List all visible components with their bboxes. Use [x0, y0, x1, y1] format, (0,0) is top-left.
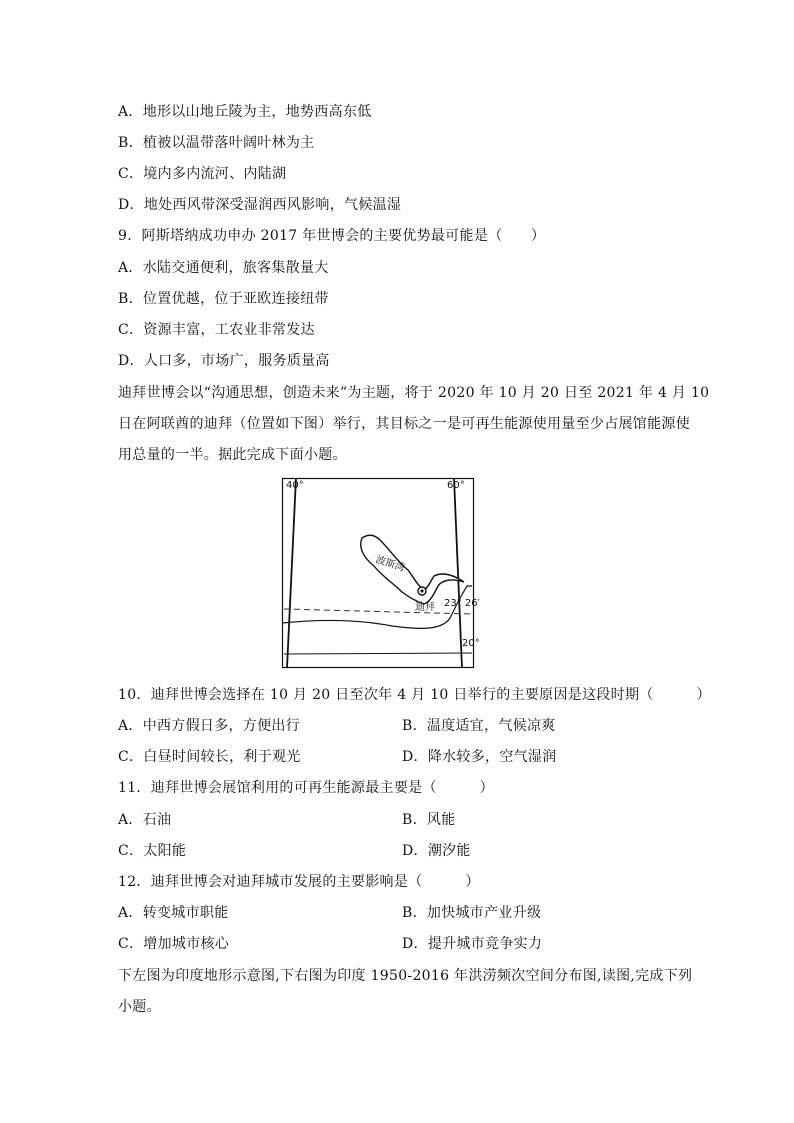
label-dubai: 迪拜 — [415, 602, 435, 613]
q10-option-c: C．白昼时间较长，利于观光 — [118, 749, 301, 765]
q12-option-b: B．加快城市产业升级 — [402, 905, 542, 921]
outro-line-1: 下左图为印度地形示意图,下右图为印度 1950-2016 年洪涝频次空间分布图,读图,完成下列 — [118, 968, 693, 984]
q10-option-a: A．中西方假日多，方便出行 — [118, 718, 301, 734]
q8-option-d: D．地处西风带深受湿润西风影响，气候温湿 — [118, 197, 402, 213]
q9-option-d: D．人口多，市场广，服务质量高 — [118, 353, 330, 369]
q11-option-b: B．风能 — [402, 812, 456, 828]
label-lon-60: 60° — [447, 480, 465, 491]
q11-stem: 11．迪拜世博会展馆利用的可再生能源最主要是（ ） — [118, 780, 494, 796]
q8-option-a: A．地形以山地丘陵为主，地势西高东低 — [118, 104, 372, 120]
q12-option-d: D．提升城市竞争实力 — [402, 936, 543, 952]
q8-option-c: C．境内多内流河、内陆湖 — [118, 166, 287, 182]
dubai-location-map — [282, 478, 480, 668]
q8-option-b: B．植被以温带落叶阔叶林为主 — [118, 135, 315, 151]
q9-stem: 9．阿斯塔纳成功申办 2017 年世博会的主要优势最可能是（ ） — [118, 228, 546, 244]
q11-option-d: D．潮汐能 — [402, 843, 471, 859]
q10-stem: 10．迪拜世博会选择在 10 月 20 日至次年 4 月 10 日举行的主要原因是这段时期（ ） — [118, 687, 711, 703]
q11-option-a: A．石油 — [118, 812, 172, 828]
label-lon-40: 40° — [286, 480, 304, 491]
q12-option-c: C．增加城市核心 — [118, 936, 230, 952]
intro-line-2: 日在阿联酋的迪拜（位置如下图）举行，其目标之一是可再生能源使用量至少占展馆能源使 — [118, 416, 690, 432]
label-tropic-lat: 23° 26′ — [444, 598, 480, 609]
label-persian-gulf: 波斯湾 — [374, 554, 407, 575]
intro-line-1: 迪拜世博会以“沟通思想，创造未来”为主题，将于 2020 年 10 月 20 日至 2021 年 4 月 10 — [118, 385, 710, 401]
q10-option-b: B．温度适宜，气候凉爽 — [402, 718, 556, 734]
q10-option-d: D．降水较多，空气湿润 — [402, 749, 557, 765]
q9-option-b: B．位置优越，位于亚欧连接纽带 — [118, 291, 329, 307]
label-lat-20: 20° — [462, 638, 480, 649]
q12-stem: 12．迪拜世博会对迪拜城市发展的主要影响是（ ） — [118, 874, 480, 890]
outro-line-2: 小题。 — [118, 999, 161, 1015]
q11-option-c: C．太阳能 — [118, 843, 187, 859]
q12-option-a: A．转变城市职能 — [118, 905, 229, 921]
q9-option-a: A．水陆交通便利，旅客集散量大 — [118, 260, 329, 276]
q9-option-c: C．资源丰富，工农业非常发达 — [118, 322, 315, 338]
intro-line-3: 用总量的一半。据此完成下面小题。 — [118, 447, 347, 463]
